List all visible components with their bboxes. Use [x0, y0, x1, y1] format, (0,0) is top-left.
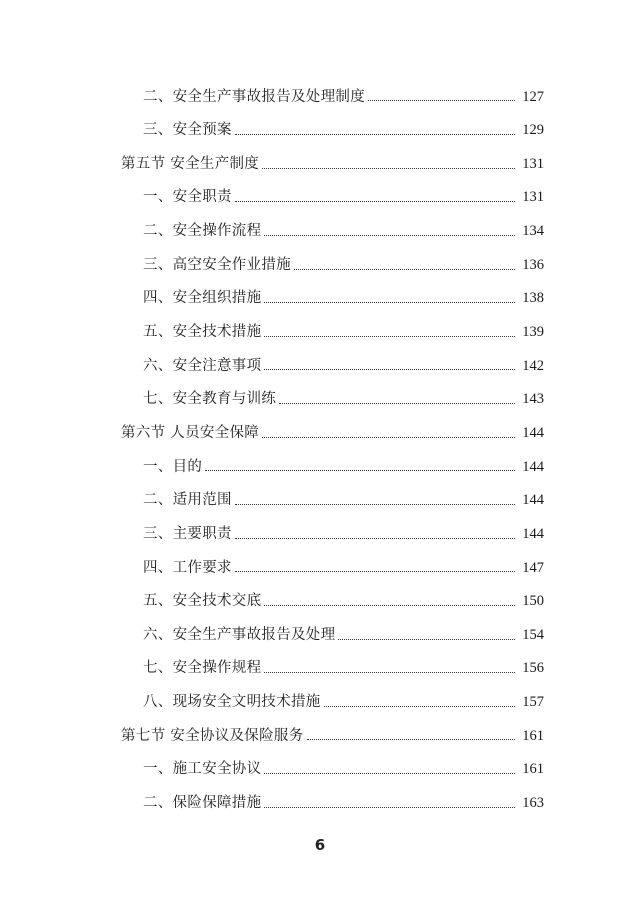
- toc-section-entry[interactable]: [0, 719, 640, 753]
- toc-entry-title: 一、施工安全协议: [143, 761, 262, 778]
- toc-dot-leader: [205, 470, 515, 471]
- toc-section-entry[interactable]: [0, 147, 640, 181]
- toc-entry-page-number: 154: [522, 626, 544, 643]
- toc-entry-page-number: 161: [522, 727, 544, 744]
- toc-entry-title: 一、目的: [143, 458, 203, 475]
- toc-entry-title: 六、安全生产事故报告及处理: [143, 626, 336, 643]
- toc-entry-title: 七、安全操作规程: [143, 660, 262, 677]
- toc-dot-leader: [264, 235, 515, 236]
- toc-entry-page-number: 161: [522, 761, 544, 778]
- toc-entry-page-number: 144: [522, 424, 544, 441]
- toc-entry-title: 三、安全预案: [143, 122, 232, 139]
- toc-section-entry[interactable]: [0, 416, 640, 450]
- toc-entry-title: 二、适用范围: [143, 492, 232, 509]
- toc-dot-leader: [262, 168, 515, 169]
- toc-dot-leader: [324, 706, 515, 707]
- toc-dot-leader: [235, 538, 515, 539]
- toc-subsection-entry[interactable]: [0, 686, 640, 720]
- toc-entry-page-number: 147: [522, 559, 544, 576]
- toc-dot-leader: [235, 201, 515, 202]
- toc-entry-page-number: 131: [522, 155, 544, 172]
- toc-entry-title: 七、安全教育与训练: [143, 391, 277, 408]
- toc-subsection-entry[interactable]: [0, 450, 640, 484]
- toc-dot-leader: [235, 134, 515, 135]
- toc-dot-leader: [235, 504, 515, 505]
- toc-entry-page-number: 156: [522, 660, 544, 677]
- toc-entry-title: 第七节 安全协议及保险服务: [121, 727, 304, 744]
- toc-entry-title: 四、工作要求: [143, 559, 232, 576]
- toc-dot-leader: [279, 403, 515, 404]
- toc-entry-page-number: 163: [522, 795, 544, 812]
- toc-subsection-entry[interactable]: [0, 114, 640, 148]
- toc-entry-page-number: 142: [522, 357, 544, 374]
- toc-dot-leader: [235, 571, 515, 572]
- toc-entry-page-number: 144: [522, 458, 544, 475]
- toc-entry-title: 四、安全组织措施: [143, 290, 262, 307]
- toc-dot-leader: [368, 100, 515, 101]
- toc-entry-title: 五、安全技术措施: [143, 324, 262, 341]
- toc-subsection-entry[interactable]: [0, 484, 640, 518]
- toc-subsection-entry[interactable]: [0, 80, 640, 114]
- toc-dot-leader: [264, 336, 515, 337]
- toc-subsection-entry[interactable]: [0, 349, 640, 383]
- toc-subsection-entry[interactable]: [0, 517, 640, 551]
- toc-subsection-entry[interactable]: [0, 551, 640, 585]
- toc-entry-title: 八、现场安全文明技术措施: [143, 694, 321, 711]
- toc-subsection-entry[interactable]: [0, 248, 640, 282]
- toc-subsection-entry[interactable]: [0, 181, 640, 215]
- toc-entry-page-number: 143: [522, 391, 544, 408]
- toc-subsection-entry[interactable]: [0, 652, 640, 686]
- toc-dot-leader: [264, 605, 515, 606]
- toc-entry-page-number: 134: [522, 223, 544, 240]
- toc-subsection-entry[interactable]: [0, 618, 640, 652]
- toc-entry-title: 三、主要职责: [143, 525, 232, 542]
- toc-dot-leader: [294, 269, 515, 270]
- table-of-contents: [0, 80, 640, 820]
- toc-dot-leader: [264, 302, 515, 303]
- toc-entry-title: 第五节 安全生产制度: [121, 155, 260, 172]
- toc-subsection-entry[interactable]: [0, 585, 640, 619]
- toc-subsection-entry[interactable]: [0, 753, 640, 787]
- toc-entry-title: 三、高空安全作业措施: [143, 256, 291, 273]
- toc-entry-page-number: 144: [522, 492, 544, 509]
- toc-dot-leader: [262, 437, 515, 438]
- toc-entry-page-number: 136: [522, 256, 544, 273]
- toc-entry-page-number: 131: [522, 189, 544, 206]
- toc-entry-page-number: 144: [522, 525, 544, 542]
- toc-subsection-entry[interactable]: [0, 282, 640, 316]
- toc-subsection-entry[interactable]: [0, 215, 640, 249]
- toc-entry-title: 二、安全操作流程: [143, 223, 262, 240]
- toc-dot-leader: [264, 807, 515, 808]
- toc-dot-leader: [307, 739, 515, 740]
- toc-entry-page-number: 139: [522, 324, 544, 341]
- toc-entry-page-number: 127: [522, 88, 544, 105]
- toc-subsection-entry[interactable]: [0, 315, 640, 349]
- toc-subsection-entry[interactable]: [0, 786, 640, 820]
- toc-entry-title: 六、安全注意事项: [143, 357, 262, 374]
- toc-entry-title: 二、安全生产事故报告及处理制度: [143, 88, 365, 105]
- toc-subsection-entry[interactable]: [0, 383, 640, 417]
- toc-entry-title: 二、保险保障措施: [143, 795, 262, 812]
- toc-entry-page-number: 129: [522, 122, 544, 139]
- toc-dot-leader: [264, 369, 515, 370]
- page-number: 6: [314, 836, 326, 854]
- toc-entry-title: 五、安全技术交底: [143, 593, 262, 610]
- toc-dot-leader: [264, 672, 515, 673]
- toc-dot-leader: [264, 773, 515, 774]
- toc-entry-page-number: 150: [522, 593, 544, 610]
- toc-entry-title: 一、安全职责: [143, 189, 232, 206]
- toc-entry-page-number: 138: [522, 290, 544, 307]
- toc-dot-leader: [338, 639, 515, 640]
- toc-entry-page-number: 157: [522, 694, 544, 711]
- toc-entry-title: 第六节 人员安全保障: [121, 424, 260, 441]
